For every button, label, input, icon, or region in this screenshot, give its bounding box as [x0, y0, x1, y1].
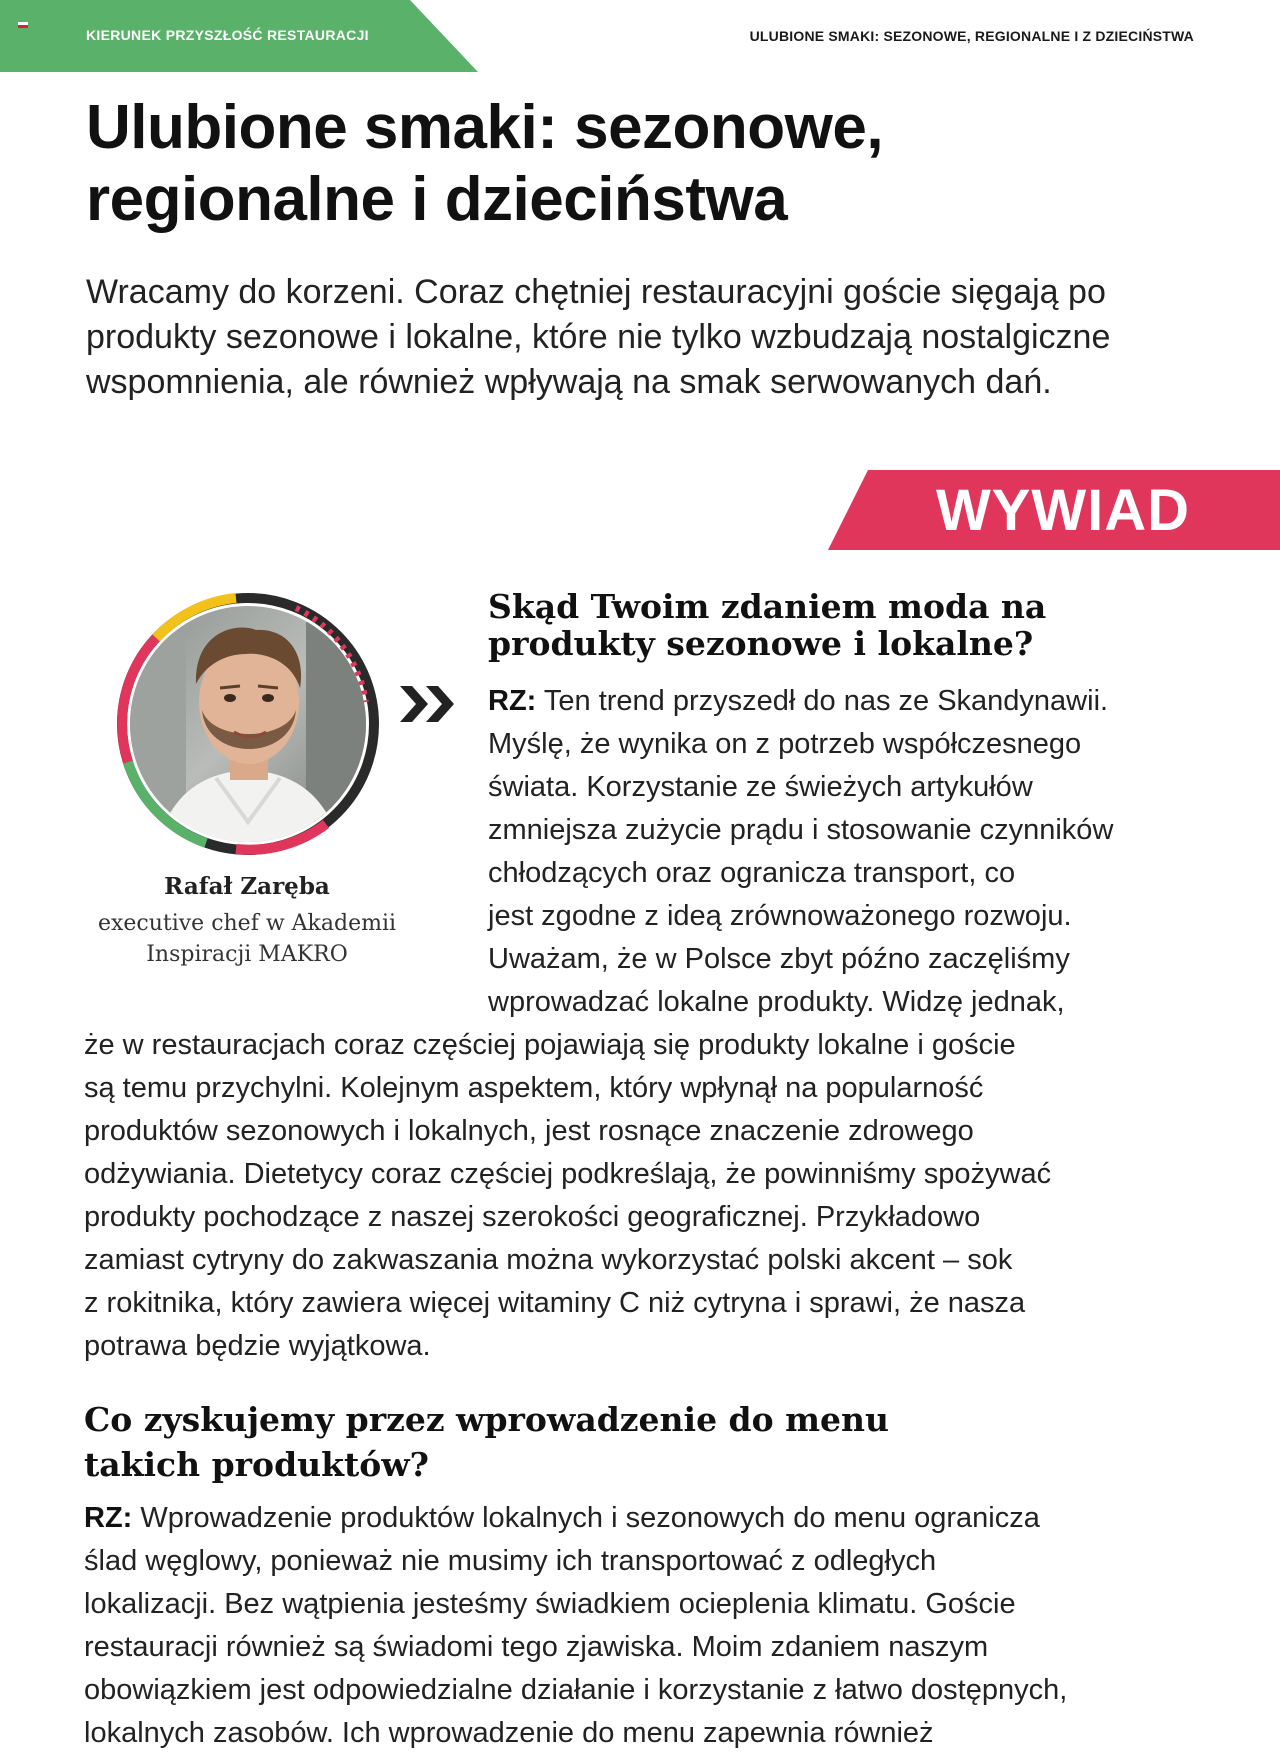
interview-answer-continued	[84, 1024, 1204, 1368]
answer-line: produktów sezonowych i lokalnych, jest rosnące znaczenie zdrowego	[84, 1115, 974, 1147]
answer-line: chłodzących oraz ogranicza transport, co	[488, 857, 1016, 889]
chef-portrait	[116, 592, 380, 856]
answer-line: produkty pochodzące z naszej szerokości geograficznej. Przykładowo	[84, 1201, 981, 1233]
speaker-prefix: RZ:	[84, 1502, 133, 1534]
author-name: Rafał Zaręba	[164, 873, 330, 900]
answer-line: lokalnych zasobów. Ich wprowadzenie do menu zapewnia również	[84, 1717, 934, 1749]
question-line: produkty sezonowe i lokalne?	[488, 624, 1034, 663]
interview-answer	[84, 1497, 1204, 1755]
section-label: KIERUNEK PRZYSZŁOŚĆ RESTAURACJI	[86, 27, 369, 43]
question-line: takich produktów?	[84, 1445, 430, 1484]
answer-line: potrawa będzie wyjątkowa.	[84, 1330, 431, 1362]
interview-question	[84, 1397, 1204, 1487]
answer-line: RZ: Wprowadzenie produktów lokalnych i sezonowych do menu ogranicza	[84, 1502, 1040, 1534]
author-role: executive chef w Akademii Inspiracji MAKRO	[97, 911, 397, 967]
answer-line: z rokitnika, który zawiera więcej witaminy C niż cytryna i sprawi, że nasza	[84, 1287, 1026, 1319]
speaker-prefix: RZ:	[488, 685, 537, 717]
title-line: Ulubione smaki: sezonowe,	[86, 93, 884, 162]
question-line: Co zyskujemy przez wprowadzenie do menu	[84, 1400, 890, 1439]
question-line: Skąd Twoim zdaniem moda na	[488, 587, 1047, 626]
answer-line: Myślę, że wynika on z potrzeb współczesnego	[488, 728, 1082, 760]
answer-line: są temu przychylni. Kolejnym aspektem, który wpłynął na popularność	[84, 1072, 984, 1104]
answer-line: wprowadzać lokalne produkty. Widzę jednak,	[488, 986, 1065, 1018]
answer-line: lokalizacji. Bez wątpienia jesteśmy świadkiem ocieplenia klimatu. Goście	[84, 1588, 1016, 1620]
answer-line: odżywiania. Dietetycy coraz częściej podkreślają, że powinniśmy spożywać	[84, 1158, 1052, 1190]
double-chevron-right-icon	[398, 682, 462, 726]
interview-badge-label: WYWIAD	[935, 478, 1190, 543]
answer-line: restauracji również są świadomi tego zjawiska. Moim zdaniem naszym	[84, 1631, 989, 1663]
lead-paragraph: Wracamy do korzeni. Coraz chętniej restauracyjni goście sięgają po produkty sezonowe i lokalne, które nie tylko wzbudzają nostalgiczne wspomnienia, ale również wpływają na smak serwowanych dań.	[86, 273, 1111, 401]
answer-line: jest zgodne z ideą zrównoważonego rozwoju.	[488, 900, 1072, 932]
answer-line: obowiązkiem jest odpowiedzialne działanie i korzystanie z łatwo dostępnych,	[84, 1674, 1068, 1706]
answer-line: zamiast cytryny do zakwaszania można wykorzystać polski akcent – sok	[84, 1244, 1013, 1276]
interview-answer	[488, 680, 1208, 1024]
answer-line: RZ: Ten trend przyszedł do nas ze Skandynawii.	[488, 685, 1109, 717]
answer-line: zmniejsza zużycie prądu i stosowanie czynników	[488, 814, 1114, 846]
title-line: regionalne i dzieciństwa	[86, 165, 788, 234]
page-title	[86, 92, 1186, 236]
answer-line: świata. Korzystanie ze świeżych artykułów	[488, 771, 1033, 803]
answer-line: ślad węglowy, ponieważ nie musimy ich transportować z odległych	[84, 1545, 937, 1577]
answer-line: Uważam, że w Polsce zbyt późno zaczęliśmy	[488, 943, 1070, 975]
interview-question	[488, 588, 1208, 662]
polish-flag-icon	[18, 22, 28, 28]
running-title: ULUBIONE SMAKI: SEZONOWE, REGIONALNE I Z DZIECIŃSTWA	[749, 28, 1194, 44]
answer-line: że w restauracjach coraz częściej pojawiają się produkty lokalne i goście	[84, 1029, 1016, 1061]
